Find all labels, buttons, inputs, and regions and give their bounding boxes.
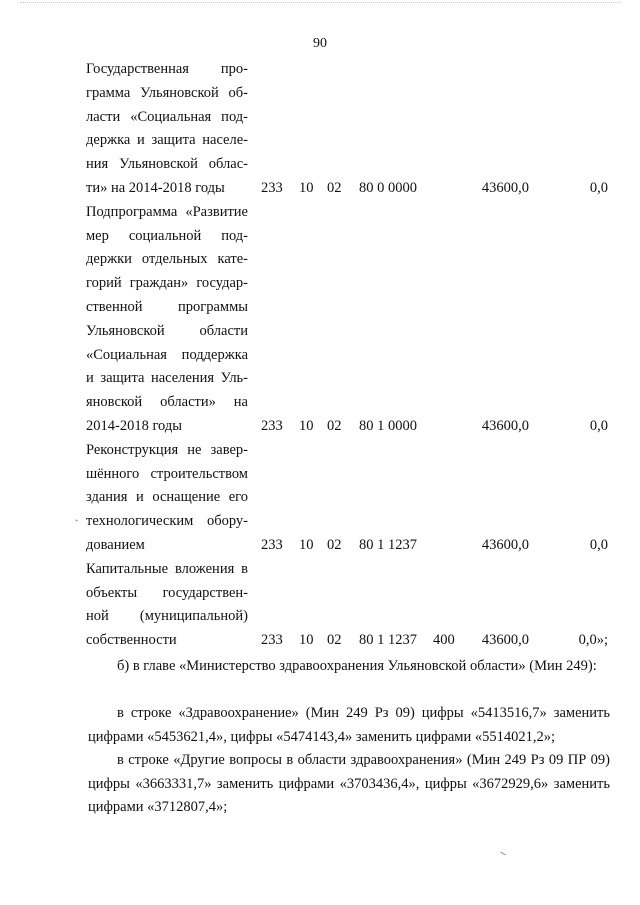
description-line: здания и оснащение его	[86, 489, 248, 506]
amendment-paragraph-healthcare: в строке «Здравоохранение» (Мин 249 Рз 09) цифры «5413516,7» заменить цифрами «5453621,4», цифры «5474143,4» заменить цифрами «5514021,2»;	[88, 705, 610, 745]
cell-subsection-code: 02	[327, 632, 342, 649]
description-line: ственной программы	[86, 298, 248, 315]
row-description	[86, 58, 248, 201]
description-line: держка и защита населе-	[86, 132, 248, 149]
cell-expense-type-code: 400	[433, 632, 455, 649]
cell-amount-year-2: 0,0	[589, 179, 608, 196]
cell-subsection-code: 02	[327, 179, 342, 196]
description-line: ния Ульяновской облас-	[86, 156, 248, 173]
cell-target-article-code: 80 1 0000	[359, 417, 417, 434]
description-line: «Социальная поддержка	[86, 346, 248, 363]
table-row	[0, 558, 640, 653]
description-line: объекты государствен-	[86, 584, 248, 601]
table-row	[0, 58, 640, 201]
cell-subsection-code: 02	[327, 536, 342, 553]
description-line: Государственная про-	[86, 61, 248, 77]
cell-amount-year-1: 43600,0	[481, 536, 529, 553]
cell-amount-year-1: 43600,0	[481, 417, 529, 434]
description-line: ти» на 2014-2018 годы	[86, 179, 225, 196]
row-description	[86, 201, 248, 439]
cell-target-article-code: 80 1 1237	[359, 632, 417, 649]
page-number: 90	[313, 36, 327, 51]
description-line: яновской области» на	[86, 394, 248, 411]
table-row	[0, 201, 640, 439]
cell-target-article-code: 80 0 0000	[359, 179, 417, 196]
budget-table	[0, 58, 640, 653]
cell-amount-year-2: 0,0	[589, 536, 608, 553]
row-description	[86, 558, 248, 653]
scan-artifact-top-edge	[20, 2, 620, 4]
description-line: Капитальные вложения в	[86, 560, 248, 577]
description-line: технологическим обору-	[86, 513, 248, 530]
description-line: дованием	[86, 536, 145, 553]
cell-amount-year-2: 0,0»;	[578, 632, 608, 649]
description-line: Подпрограмма «Развитие	[86, 203, 248, 220]
table-row	[0, 439, 640, 558]
description-line: 2014-2018 годы	[86, 417, 182, 434]
cell-section-code: 10	[299, 536, 314, 553]
row-description	[86, 439, 248, 558]
description-line: Ульяновской области	[86, 322, 248, 339]
description-line: собственности	[86, 632, 177, 649]
scan-speck	[500, 852, 506, 856]
description-line: и защита населения Уль-	[86, 370, 248, 387]
amendment-paragraph-b: б) в главе «Министерство здравоохранения Ульяновской области» (Мин 249):	[117, 658, 597, 674]
cell-amount-year-1: 43600,0	[481, 179, 529, 196]
cell-section-code: 10	[299, 179, 314, 196]
cell-amount-year-2: 0,0	[589, 417, 608, 434]
cell-section-code: 10	[299, 417, 314, 434]
cell-subsection-code: 02	[327, 417, 342, 434]
cell-target-article-code: 80 1 1237	[359, 536, 417, 553]
cell-ministry-code: 233	[261, 632, 283, 649]
amendment-paragraph-other-healthcare: в строке «Другие вопросы в области здравоохранения» (Мин 249 Рз 09 ПР 09) цифры «3663331,7» заменить цифрами «3703436,4», цифры «3672929,6» заменить цифрами «3712807,4»;	[88, 752, 610, 815]
cell-ministry-code: 233	[261, 417, 283, 434]
cell-amount-year-1: 43600,0	[481, 632, 529, 649]
cell-ministry-code: 233	[261, 179, 283, 196]
description-line: ной (муниципальной)	[86, 608, 248, 625]
cell-section-code: 10	[299, 632, 314, 649]
description-line: шённого строительством	[86, 465, 248, 482]
description-line: держки отдельных кате-	[86, 251, 248, 268]
description-line: ласти «Социальная под-	[86, 108, 248, 125]
description-line: грамма Ульяновской об-	[86, 84, 248, 101]
description-line: горий граждан» государ-	[86, 275, 248, 292]
cell-ministry-code: 233	[261, 536, 283, 553]
description-line: мер социальной под-	[86, 227, 248, 244]
description-line: Реконструкция не завер-	[86, 441, 248, 458]
